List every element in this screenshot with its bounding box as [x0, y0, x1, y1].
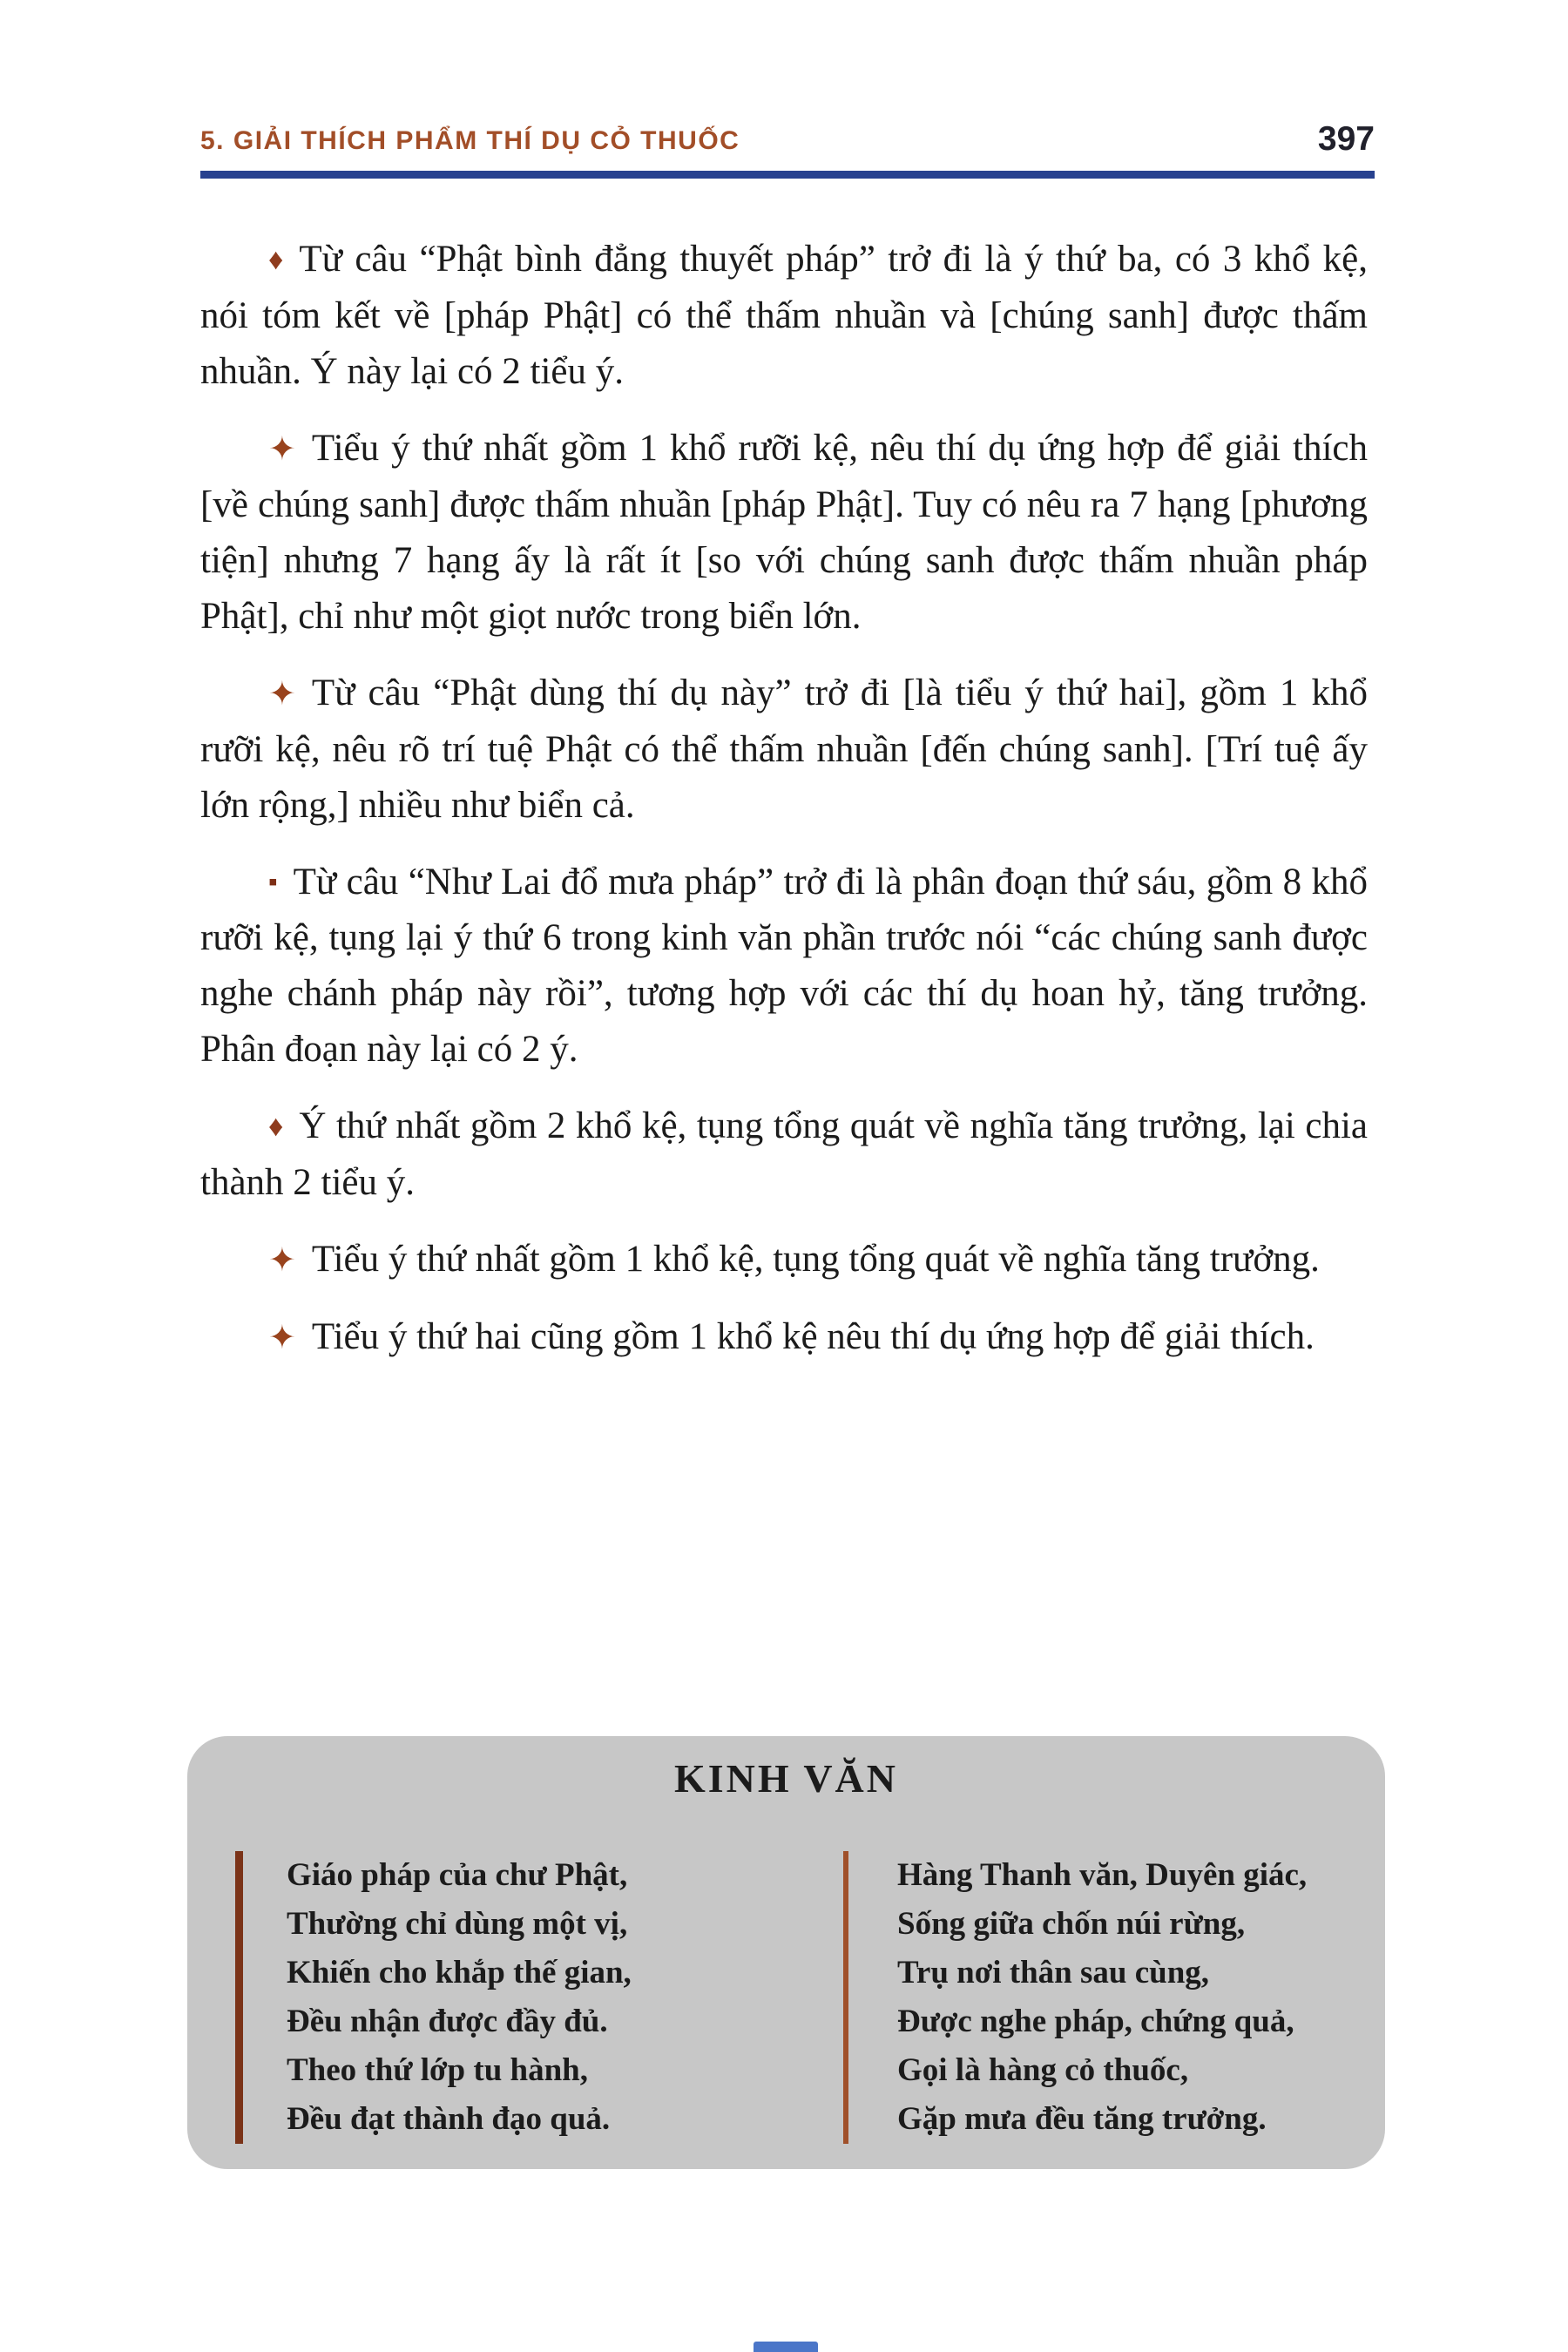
header-rule	[200, 171, 1375, 179]
verse-line: Đều đạt thành đạo quả.	[287, 2101, 611, 2137]
paragraph	[200, 855, 1368, 1078]
paragraph	[200, 421, 1368, 645]
verse-line: Đều nhận được đầy đủ.	[287, 2004, 608, 2039]
star-bullet-icon: ✦	[268, 1320, 296, 1356]
verse-line: Sống giữa chốn núi rừng,	[897, 1906, 1246, 1942]
page-number: 397	[1317, 120, 1375, 158]
paragraph	[200, 1098, 1368, 1211]
kinh-van-title: KINH VĂN	[673, 1756, 898, 1801]
verse-area	[187, 1851, 1385, 2144]
verse-line: Gặp mưa đều tăng trưởng.	[897, 2101, 1267, 2137]
verse-line: Khiến cho khắp thế gian,	[287, 1955, 632, 1990]
star-bullet-icon: ✦	[268, 676, 296, 713]
star-bullet-icon: ✦	[268, 1242, 296, 1279]
paragraph	[200, 666, 1368, 834]
paragraph-text: Từ câu “Phật dùng thí dụ này” trở đi [là tiểu ý thứ hai], gồm 1 khổ rưỡi kệ, nêu rõ trí tuệ Phật có thể thấm nhuần [đến chúng sanh]. [Trí tuệ ấy lớn rộng,] nhiều như biển cả.	[200, 672, 1368, 826]
verse-column-right	[843, 1851, 1307, 2144]
star-bullet-icon: ✦	[268, 431, 296, 468]
page-header	[200, 122, 1375, 156]
verse-line: Hàng Thanh văn, Duyên giác,	[897, 1857, 1308, 1893]
verse-line: Trụ nơi thân sau cùng,	[897, 1955, 1210, 1990]
diamond-bullet-icon: ♦	[268, 244, 284, 276]
verse-line: Thường chỉ dùng một vị,	[287, 1906, 628, 1942]
footer-page-mark	[754, 2342, 818, 2352]
verse-line: Giáo pháp của chư Phật,	[287, 1857, 628, 1893]
verse-line: Được nghe pháp, chứng quả,	[897, 2004, 1294, 2039]
verse-column-left	[235, 1851, 843, 2144]
paragraph-text: Tiểu ý thứ nhất gồm 1 khổ kệ, tụng tổng quát về nghĩa tăng trưởng.	[311, 1239, 1320, 1280]
section-title: 5. GIẢI THÍCH PHẨM THÍ DỤ CỎ THUỐC	[200, 126, 740, 155]
paragraph-text: Từ câu “Như Lai đổ mưa pháp” trở đi là phân đoạn thứ sáu, gồm 8 khổ rưỡi kệ, tụng lại ý thứ 6 trong kinh văn phần trước nói “các chúng sanh được nghe chánh pháp này rồi”, tương hợp với các thí dụ hoan hỷ, tăng trưởng. Phân đoạn này lại có 2 ý.	[200, 862, 1368, 1070]
paragraph	[200, 1309, 1368, 1366]
paragraph	[200, 1232, 1368, 1288]
verse-line: Theo thứ lớp tu hành,	[287, 2052, 589, 2088]
kinh-van-box	[187, 1736, 1385, 2169]
paragraph-text: Tiểu ý thứ hai cũng gồm 1 khổ kệ nêu thí dụ ứng hợp để giải thích.	[311, 1316, 1315, 1357]
diamond-bullet-icon: ♦	[268, 1111, 284, 1143]
paragraph-text: Tiểu ý thứ nhất gồm 1 khổ rưỡi kệ, nêu thí dụ ứng hợp để giải thích [về chúng sanh] được thấm nhuần [pháp Phật]. Tuy có nêu ra 7 hạng [phương tiện] nhưng 7 hạng ấy là rất ít [so với chúng sanh được thấm nhuần pháp Phật], chỉ như một giọt nước trong biển lớn.	[200, 428, 1368, 637]
body-text	[200, 232, 1368, 1366]
square-bullet-icon: ▪	[268, 868, 278, 896]
verse-line: Gọi là hàng cỏ thuốc,	[897, 2052, 1189, 2088]
paragraph	[200, 232, 1368, 400]
paragraph-text: Từ câu “Phật bình đẳng thuyết pháp” trở đi là ý thứ ba, có 3 khổ kệ, nói tóm kết về [pháp Phật] có thể thấm nhuần và [chúng sanh] được thấm nhuần. Ý này lại có 2 tiểu ý.	[200, 239, 1368, 392]
paragraph-text: Ý thứ nhất gồm 2 khổ kệ, tụng tổng quát về nghĩa tăng trưởng, lại chia thành 2 tiểu ý.	[200, 1105, 1368, 1203]
